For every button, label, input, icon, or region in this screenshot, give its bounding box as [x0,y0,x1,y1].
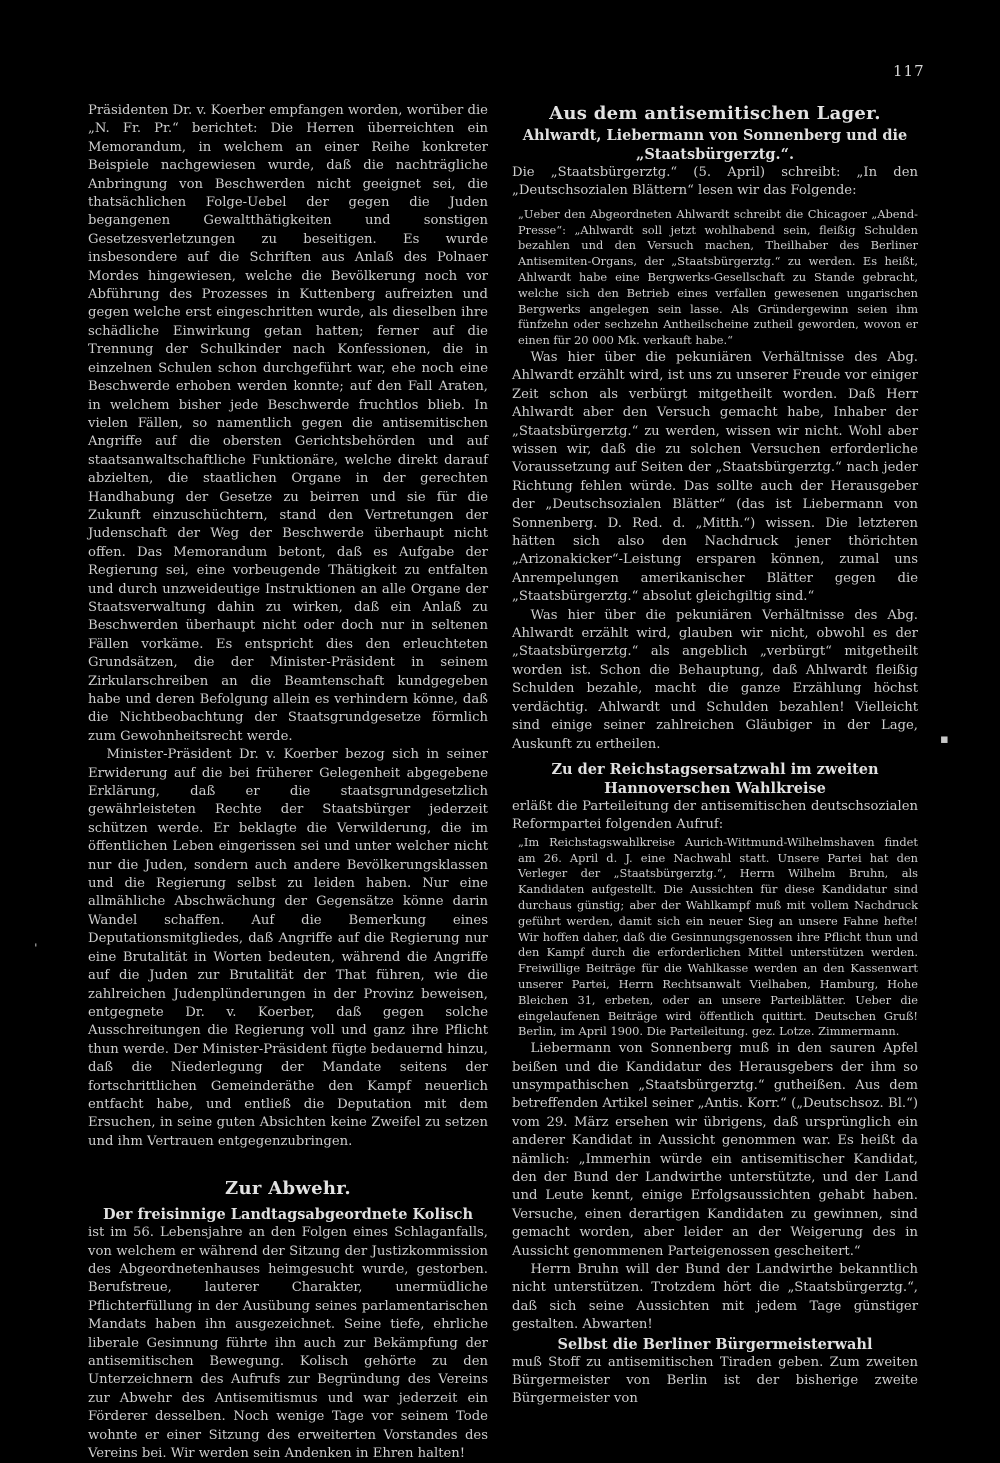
article-paragraph: ist im 56. Lebensjahre an den Folgen eines Schlaganfalls, von welchem er während der Sitzung der Justizkommission des Abgeordnetenhauses heimgesucht wurde, gestorben. Berufstreue, lauterer Charakter, unermüdliche Pflichterfüllung in der Ausübung seines parlamentarischen Mandats haben ihn ausgezeichnet. Seine tiefe, ehrliche liberale Gesinnung führte ihn auch zur Bekämpfung der antisemitischen Bewegung. Kolisch gehörte zu den Unterzeichnern des Aufrufs zur Begründung des Vereins zur Abwehr des Antisemitismus und war jederzeit ein Förderer desselben. Noch wenige Tage vor seinem Tode wohnte er einer Sitzung des erweiterten Vorstandes des Vereins bei. Wir werden sein Andenken in Ehren halten! [88,1225,488,1462]
margin-speck: ˌ [34,934,38,949]
right-column [512,102,918,1409]
subheading-ahlwardt: Ahlwardt, Liebermann von Sonnenberg und die „Staatsbürgerztg.“. [522,127,908,163]
article-paragraph: Was hier über die pekuniären Verhältnisse des Abg. Ahlwardt erzählt wird, glauben wir nicht, obwohl es der „Staatsbürgerztg.“ als angeblich „verbürgt“ mitgetheilt worden ist. Schon die Behauptung, daß Ahlwardt fleißig Schulden bezahle, macht die ganze Erzählung höchst verdächtig. Ahlwardt und Schulden bezahlen! Vielleicht sind einige seiner zahlreichen Gläubiger in der Lage, Auskunft zu ertheilen. [512,607,918,752]
section-title-zur-abwehr: Zur Abwehr. [225,1178,351,1200]
subheading-buergermeisterwahl: Selbst die Berliner Bürgermeisterwahl [557,1335,873,1353]
page-number: 117 [893,62,925,80]
subheading-kolisch: Der freisinnige Landtagsabgeordnete Kolisch [102,1206,474,1224]
article-paragraph: Herrn Bruhn will der Bund der Landwirthe bekanntlich nicht unterstützen. Trotzdem hört die „Staatsbürgerztg.“, daß sich seine Aussichten mit jedem Tage günstiger gestalten. Abwarten! [512,1261,918,1333]
article-paragraph: Liebermann von Sonnenberg muß in den sauren Apfel beißen und die Kandidatur des Herausgebers der ihm so unsympathischen „Staatsbürgerztg.“ gutheißen. Aus dem betreffenden Artikel seiner „Antis. Korr.“ („Deutschsoz. Bl.“) vom 29. März ersehen wir übrigens, daß ursprünglich ein anderer Kandidat in Aussicht genommen war. Es heißt da nämlich: „Immerhin würde ein antisemitischer Kandidat, den der Bund der Landwirthe unterstützte, und der Land und Leute kennt, einige Erfolgsaussichten gehabt haben. Versuche, einen derartigen Kandidaten zu gewinnen, sind gemacht worden, aber leider an der Weigerung des in Aussicht genommenen Parteigenossen gescheitert.“ [512,1041,918,1259]
left-column [88,102,488,1463]
article-paragraph: Minister-Präsident Dr. v. Koerber bezog sich in seiner Erwiderung auf die bei früherer Gelegenheit abgegebene Erklärung, daß er die staatsgrundgesetzlich gewährleisteten Rechte der Staatsbürger jederzeit schützen werde. Er beklagte die Verwilderung, die im öffentlichen Leben eingerissen sei und unter welcher nicht nur die Juden, sondern auch andere Bevölkerungsklassen und die Regierung selbst zu leiden haben. Nur eine allmähliche Abschwächung der Gegensätze könne darin Wandel schaffen. Auf die Bemerkung eines Deputationsmitgliedes, daß Angriffe auf die Regierung nur eine Brutalität in Worten bedeuten, während die Angriffe auf die Juden zur Brutalität der That führen, wie die zahlreichen Judenplünderungen in der Provinz beweisen, entgegnete Dr. v. Koerber, daß gegen solche Ausschreitungen die Regierung voll und ganz ihre Pflicht thun werde. Der Minister-Präsident fügte bedauernd hinzu, daß die Niederlegung der Mandate seitens der fortschrittlichen Gemeinderäthe den Kampf neuerlich entfacht habe, und entließ die Deputation mit dem Ersuchen, in seine guten Absichten keine Zweifel zu setzen und ihm Vertrauen entgegenzubringen. [88,747,488,1149]
article-paragraph: Was hier über die pekuniären Verhältnisse des Abg. Ahlwardt erzählt wird, ist uns zu unserer Freude vor einiger Zeit schon als verbürgt mitgetheilt worden. Daß Herr Ahlwardt aber den Versuch gemacht habe, Inhaber der „Staatsbürgerztg.“ zu werden, wissen wir nicht. Wohl aber wissen wir, daß die zu solchen Versuchen erforderliche Voraussetzung auf Seiten der „Staatsbürgerztg.“ nach jeder Richtung fehlen würde. Das sollte auch der Herausgeber der „Deutschsozialen Blätter“ (das ist Liebermann von Sonnenberg. D. Red. d. „Mitth.“) wissen. Die letzteren hätten sich also den Nachdruck jener thörichten „Arizonakicker“-Leistung ersparen können, zumal uns Anrempelungen amerikanischer Blätter gegen die „Staatsbürgerztg.“ absolut gleichgiltig sind.“ [512,349,918,605]
section-title-antisemitischen-lager: Aus dem antisemitischen Lager. [549,103,881,124]
article-paragraph: muß Stoff zu antisemitischen Tiraden geben. Zum zweiten Bürgermeister von Berlin ist der bisherige zweite Bürgermeister von [512,1354,918,1407]
subheading-reichstagsersatzwahl: Zu der Reichstagsersatzwahl im zweiten Hannoverschen Wahlkreise [551,760,879,797]
margin-speck: ▪ [940,732,949,747]
article-paragraph: Die „Staatsbürgerztg.“ (5. April) schreibt: „In den „Deutschsozialen Blättern“ lesen wir das Folgende: [512,165,918,199]
quoted-text: „Ueber den Abgeordneten Ahlwardt schreibt die Chicagoer „Abend-Presse“: „Ahlwardt soll jetzt wohlhabend sein, fleißig Schulden bezahlen und den Versuch machen, Theilhaber des Berliner Antisemiten-Organs, der „Staatsbürgerztg.“ zu werden. Es heißt, Ahlwardt habe eine Bergwerks-Gesellschaft zu Stande gebracht, welche sich den Betrieb eines verfallen gewesenen ungarischen Bergwerks angelegen sein lasse. Als Gründergewinn seien ihm fünfzehn oder sechzehn Antheilscheine zutheil geworden, wovon er einen für 20 000 Mk. verkauft habe.“ [518,206,918,348]
article-paragraph: Präsidenten Dr. v. Koerber empfangen worden, worüber die „N. Fr. Pr.“ berichtet: Die Herren überreichten ein Memorandum, in welchem an einer Reihe konkreter Beispiele nachgewiesen wurde, daß die nachträgliche Anbringung von Beschwerden nicht geeignet sei, die thatsächlichen Folge-Uebel der gegen die Juden begangenen Gewaltthätigkeiten und sonstigen Gesetzesverletzungen zu beseitigen. Es wurde insbesondere auf die Schriften aus Anlaß des Polnaer Mordes hingewiesen, welche die Bevölkerung noch vor Abführung des Prozesses in Kuttenberg aufreizten und gegen welche erst eingeschritten wurde, als dieselben ihre schädliche Einwirkung getan hatten; ferner auf die Trennung der Schulkinder nach Konfessionen, die in einzelnen Schulen schon durchgeführt war, ehe noch eine Beschwerde erhoben werden konnte; auf den Fall Araten, in welchem bisher jede Beschwerde fruchtlos blieb. In vielen Fällen, so namentlich gegen die antisemitischen Angriffe auf die obersten Gerichtsbehörden und auf staatsanwaltschaftliche Funktionäre, welche direkt darauf abzielten, die staatlichen Organe in der gerechten Handhabung der Gesetze zu beirren und sie für die Zukunft einzuschüchtern, stand den Vertretungen der Judenschaft der Weg der Beschwerde überhaupt nicht offen. Das Memorandum betont, daß es Aufgabe der Regierung sei, eine vorbeugende Thätigkeit zu entfalten und durch unzweideutige Instruktionen an alle Organe der Staatsverwaltung dahin zu wirken, daß ein Anlaß zu Beschwerden überhaupt nicht oder doch nur in seltenen Fällen vorkäme. Es entspricht dies den erleuchteten Grundsätzen, die der Minister-Präsident in seinem Zirkularschreiben an die Beamtenschaft kundgegeben habe und deren Befolgung allein es verhindern könne, daß die Nichtbeobachtung der Staatsgrundgesetze förmlich zum Gewohnheitsrecht werde. [88,103,488,744]
article-paragraph: erläßt die Parteileitung der antisemitischen deutschsozialen Reformpartei folgenden Aufruf: [512,798,918,833]
quoted-text: „Im Reichstagswahlkreise Aurich-Wittmund-Wilhelmshaven findet am 26. April d. J. eine Nachwahl statt. Unsere Partei hat den Verleger der „Staatsbürgerztg.“, Herrn Wilhelm Bruhn, als Kandidaten aufgestellt. Die Aussichten für diese Kandidatur sind durchaus günstig; aber der Wahlkampf muß mit vollem Nachdruck geführt werden, damit sich ein neuer Sieg an unsere Fahne hefte! Wir hoffen daher, daß die Gesinnungsgenossen ihre Pflicht thun und den Kampf durch die erforderlichen Mittel unterstützen werden. Freiwillige Beiträge für die Wahlkasse werden an den Kassenwart unserer Partei, Herrn Rechtsanwalt Vielhaben, Hamburg, Hohe Bleichen 31, erbeten, oder an unsere Parteiblätter. Ueber die eingelaufenen Beiträge wird öffentlich quittirt. Deutschen Gruß! Berlin, im April 1900. Die Parteileitung. gez. Lotze. Zimmermann. [518,834,918,1039]
